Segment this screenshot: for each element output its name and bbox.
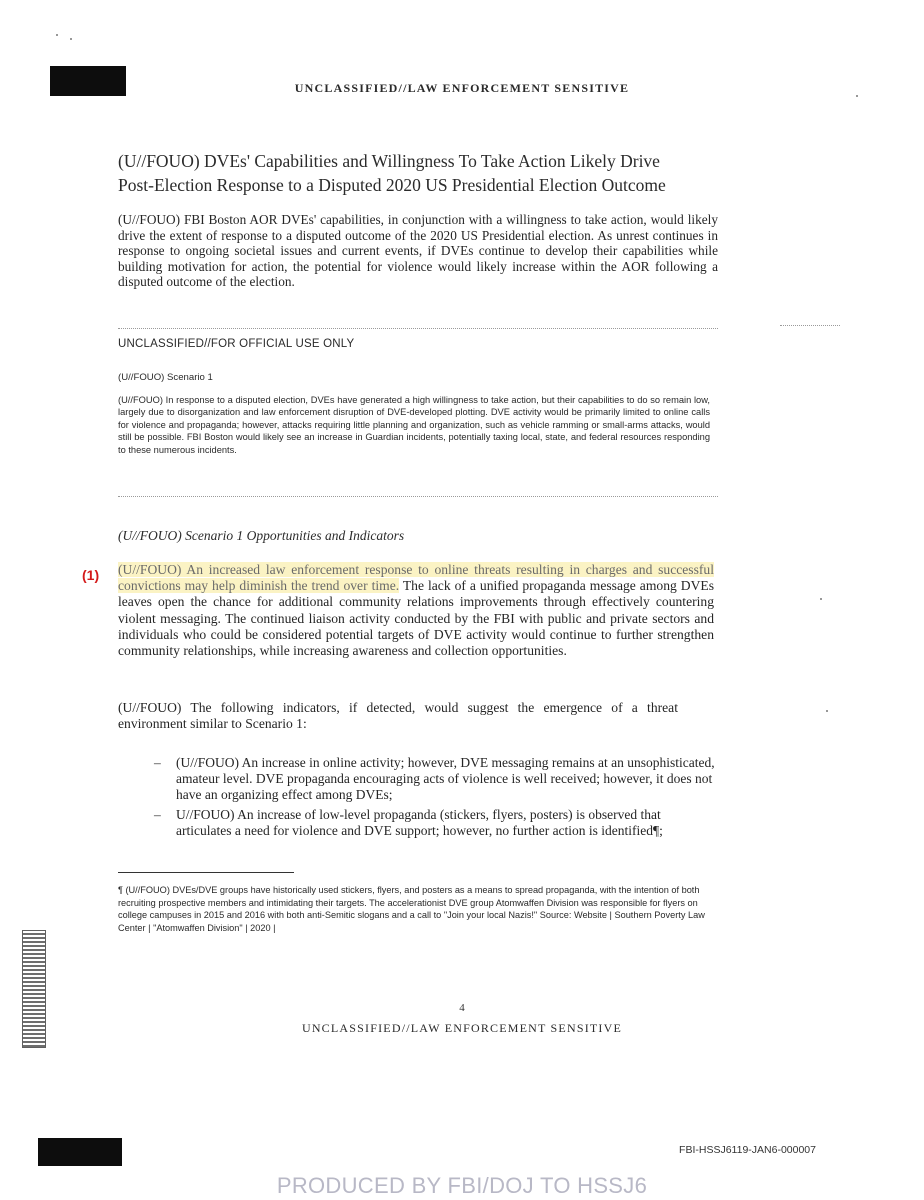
scenario-box-classification: UNCLASSIFIED//FOR OFFICIAL USE ONLY <box>118 338 355 350</box>
opportunities-heading: (U//FOUO) Scenario 1 Opportunities and Indicators <box>118 528 405 543</box>
scan-speck <box>70 38 72 40</box>
indicator-item-2: U//FOUO) An increase of low-level propaganda (stickers, flyers, posters) is observed that articulates a need for violence and DVE support; however, no further action is identified¶; <box>176 807 663 838</box>
section-title-line-2: Post-Election Response to a Disputed 2020 US Presidential Election Outcome <box>118 175 666 195</box>
bates-number: FBI-HSSJ6119-JAN6-000007 <box>679 1144 816 1156</box>
opportunities-paragraph <box>118 562 714 659</box>
footnote: ¶ (U//FOUO) DVEs/DVE groups have historically used stickers, flyers, and posters as a means to spread propaganda, with the intention of both recruiting prospective members and intimidating their targets. The accelerationist DVE group Atomwaffen Division was responsible for flyers on college campuses in 2015 and 2016 with both anti-Semitic slogans and a call to "Join your local Nazis!" Source: Website | Southern Poverty Law Center | "Atomwaffen Division" | 2020 | <box>118 885 705 933</box>
production-watermark: PRODUCED BY FBI/DOJ TO HSSJ6 <box>276 1173 648 1198</box>
indicators-intro: (U//FOUO) The following indicators, if detected, would suggest the emergence of a threat environment similar to Scenario 1: <box>118 700 678 731</box>
highlighted-sentence: (U//FOUO) An increased law enforcement response to online threats resulting in charges and successful convictions may help diminish the trend over time. <box>118 562 714 594</box>
annotation-marker: (1) <box>82 567 100 583</box>
intro-paragraph: (U//FOUO) FBI Boston AOR DVEs' capabilities, in conjunction with a willingness to take action, would likely drive the extent of response to a disputed outcome of the 2020 US Presidential election. As unrest continues in response to ongoing societal issues and current events, if DVEs continue to develop their capabilities while building motivation for action, the potential for violence would likely increase within the AOR following a disputed outcome of the election. <box>118 212 718 289</box>
redaction-box-bottom <box>38 1138 122 1166</box>
scan-speck <box>820 598 822 600</box>
scan-speck <box>56 34 58 36</box>
scenario-box-top-rule-ext <box>780 325 840 326</box>
scenario-body: (U//FOUO) In response to a disputed election, DVEs have generated a high willingness to take action, but their capabilities to do so remain low, largely due to disorganization and law enforcement disruption of DVE-developed plotting. DVE activity would be primarily limited to online calls for violence and propaganda; however, attacks requiring little planning and organization, such as vehicle ramming or small-arms attacks, would still be possible. FBI Boston would likely see an increase in Guardian incidents, potentially taxing local, state, and federal resources responding to these numerous incidents. <box>118 395 710 455</box>
scan-speck <box>826 710 828 712</box>
indicator-item-1: (U//FOUO) An increase in online activity; however, DVE messaging remains at an unsophisticated, amateur level. DVE propaganda encouraging acts of violence is well received; however, it does not have an organizing effect among DVEs; <box>176 755 715 802</box>
page-number: 4 <box>459 1002 465 1014</box>
opportunities-rest: The lack of a unified propaganda message among DVEs leaves open the chance for additional community relations improvements through effectively countering violent messaging. The continued liaison activity conducted by the FBI with public and private sectors and individuals who could be considered potential targets of DVE activity would continue to further strengthen community relationships, while increasing awareness and collection opportunities. <box>118 578 714 659</box>
bullet-dash: – <box>154 807 161 822</box>
section-title-line-1: (U//FOUO) DVEs' Capabilities and Willingness To Take Action Likely Drive <box>118 151 660 171</box>
scenario-box-top-rule <box>118 328 718 329</box>
scenario-label: (U//FOUO) Scenario 1 <box>118 372 213 383</box>
scenario-box-bottom-rule <box>118 496 718 497</box>
section-title <box>118 149 758 197</box>
classification-banner-top: UNCLASSIFIED//LAW ENFORCEMENT SENSITIVE <box>294 81 630 95</box>
footnote-rule <box>118 872 294 873</box>
classification-banner-bottom: UNCLASSIFIED//LAW ENFORCEMENT SENSITIVE <box>301 1021 623 1035</box>
bullet-dash: – <box>154 755 161 770</box>
